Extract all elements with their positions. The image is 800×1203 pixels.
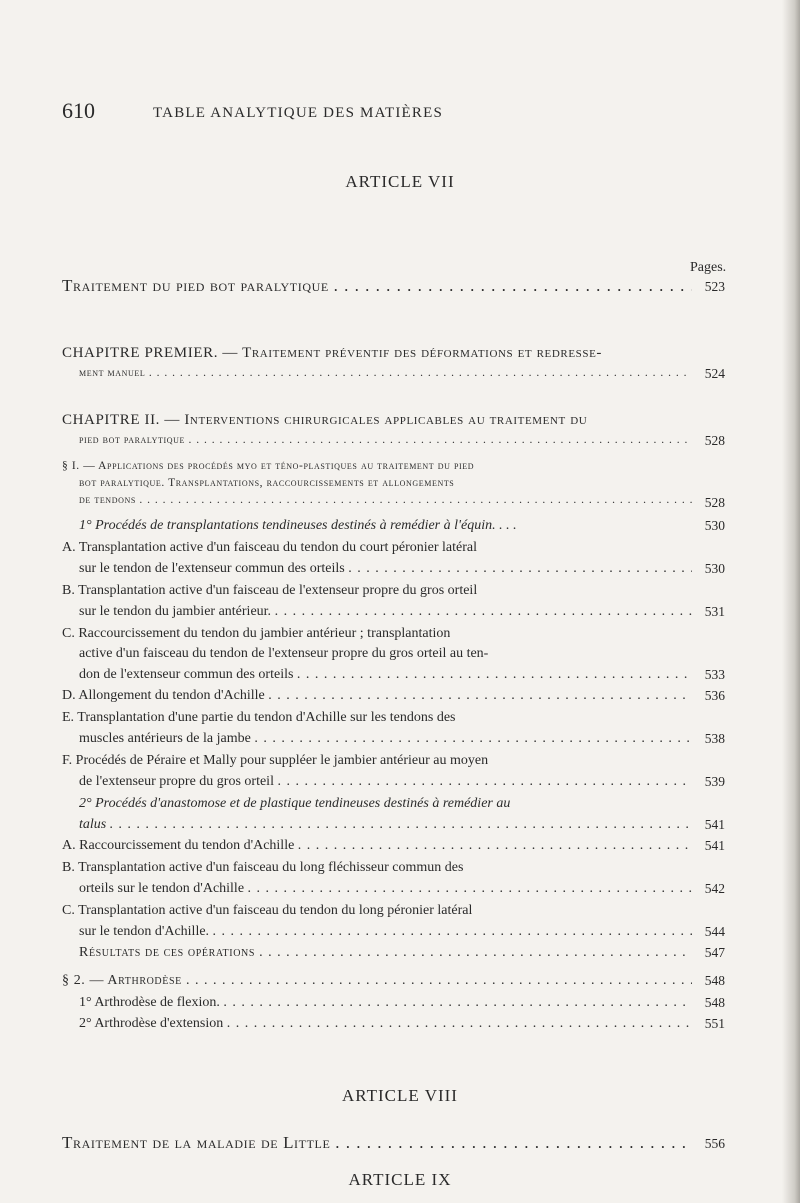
article-8-title: ARTICLE VIII bbox=[342, 1086, 458, 1105]
entry-a-line-1: A. Transplantation active d'un faisceau du tendon du court péronier latéral bbox=[62, 540, 478, 555]
toc-entry-page: 533 bbox=[704, 667, 725, 682]
leader-dots bbox=[297, 667, 692, 682]
leader-dots bbox=[298, 838, 692, 853]
chapter-1-title-line: CHAPITRE PREMIER. — Traitement préventif des déformations et redresse- bbox=[62, 345, 602, 361]
toc-entry-page: 541 bbox=[704, 838, 725, 853]
entry-f-line-1: F. Procédés de Péraire et Mally pour suppléer le jambier antérieur au moyen bbox=[62, 753, 489, 768]
toc-entry-label: sur le tendon du jambier antérieur. bbox=[79, 604, 272, 619]
entry-c-line-3 bbox=[79, 667, 692, 683]
toc-entry-page: 528 bbox=[704, 433, 725, 448]
toc-entry-label: 2° Arthrodèse d'extension bbox=[79, 1016, 224, 1031]
entry-c-line-1: C. Raccourcissement du tendon du jambier antérieur ; transplantation bbox=[62, 626, 451, 641]
toc-entry-page: 544 bbox=[704, 924, 725, 939]
leader-dots bbox=[259, 945, 692, 960]
entry-b-line-1: B. Transplantation active d'un faisceau de l'extenseur propre du gros orteil bbox=[62, 583, 478, 598]
toc-entry-label: talus bbox=[79, 817, 107, 832]
page-number: 610 bbox=[62, 98, 95, 123]
toc-entry-heading bbox=[62, 1133, 692, 1153]
toc-entry-label: don de l'extenseur commun des orteils bbox=[79, 667, 294, 682]
leader-dots bbox=[254, 731, 692, 746]
entry-f-line-2 bbox=[79, 774, 692, 790]
entry-b-line-2 bbox=[79, 604, 692, 620]
leader-dots bbox=[227, 1016, 692, 1031]
article-9-title: ARTICLE IX bbox=[348, 1170, 452, 1189]
toc-entry-label: sur le tendon de l'extenseur commun des orteils bbox=[79, 561, 345, 576]
toc-entry-page: 530 bbox=[704, 518, 725, 533]
toc-entry-label: § 2. — Arthrodèse bbox=[62, 973, 182, 988]
subsection-2-line-1: 2° Procédés d'anastomose et de plastique tendineuses destinés à remédier au bbox=[79, 796, 511, 811]
leader-dots bbox=[186, 973, 692, 988]
toc-entry-page: 548 bbox=[704, 973, 725, 988]
toc-entry-label: orteils sur le tendon d'Achille bbox=[79, 881, 245, 896]
leader-dots bbox=[275, 604, 692, 619]
toc-entry-label: ment manuel bbox=[79, 367, 146, 379]
entry-a2-line-1 bbox=[62, 838, 692, 854]
results-entry bbox=[79, 945, 692, 961]
article-7-title: ARTICLE VII bbox=[345, 172, 455, 191]
leader-dots bbox=[110, 817, 692, 832]
leader-dots bbox=[248, 881, 692, 896]
leader-dots bbox=[277, 774, 692, 789]
entry-c-line-2: active d'un faisceau du tendon de l'extenseur propre du gros orteil au ten- bbox=[79, 646, 489, 661]
leader-dots bbox=[139, 494, 692, 506]
toc-entry-label: Traitement de la maladie de Little bbox=[62, 1133, 331, 1152]
toc-entry-label: 1° Arthrodèse de flexion. bbox=[79, 995, 220, 1010]
entry-a-line-2 bbox=[79, 561, 692, 577]
toc-entry-page: 531 bbox=[704, 604, 725, 619]
section-1-line-3 bbox=[79, 494, 692, 506]
leader-dots bbox=[335, 1133, 692, 1152]
toc-entry-label: D. Allongement du tendon d'Achille bbox=[62, 688, 265, 703]
chapter-1-title-line-2 bbox=[79, 367, 692, 379]
toc-entry-label: de l'extenseur propre du gros orteil bbox=[79, 774, 274, 789]
section-1-line-2: bot paralytique. Transplantations, raccourcissements et allongements bbox=[79, 477, 455, 489]
leader-dots bbox=[213, 924, 692, 939]
toc-entry-page: 541 bbox=[704, 817, 725, 832]
toc-entry-page: 547 bbox=[704, 945, 725, 960]
leader-dots bbox=[334, 276, 692, 295]
leader-dots bbox=[223, 995, 692, 1010]
toc-entry-page: 548 bbox=[704, 995, 725, 1010]
subsection-2-line-2 bbox=[79, 817, 692, 833]
toc-entry-label: Résultats de ces opérations bbox=[79, 945, 255, 960]
leader-dots bbox=[188, 434, 692, 446]
entry-c2-line-1: C. Transplantation active d'un faisceau du tendon du long péronier latéral bbox=[62, 903, 473, 918]
toc-entry-page: 539 bbox=[704, 774, 725, 789]
entry-c2-line-2 bbox=[79, 924, 692, 940]
pages-column-label: Pages. bbox=[690, 260, 727, 275]
entry-e-line-2 bbox=[79, 731, 692, 747]
toc-entry-label: de tendons bbox=[79, 494, 136, 506]
toc-entry-label: A. Raccourcissement du tendon d'Achille bbox=[62, 838, 295, 853]
toc-entry-page: 536 bbox=[704, 688, 725, 703]
entry-b2-line-1: B. Transplantation active d'un faisceau du long fléchisseur commun des bbox=[62, 860, 464, 875]
toc-entry-page: 538 bbox=[704, 731, 725, 746]
entry-e-line-1: E. Transplantation d'une partie du tendon d'Achille sur les tendons des bbox=[62, 710, 456, 725]
toc-entry-page: 524 bbox=[704, 366, 725, 381]
chapter-2-title-line-2 bbox=[79, 434, 692, 446]
section-1-line-1: § I. — Applications des procédés myo et téno-plastiques au traitement du pied bbox=[62, 460, 475, 472]
leader-dots bbox=[268, 688, 692, 703]
leader-dots bbox=[149, 367, 692, 379]
leader-dots bbox=[348, 561, 692, 576]
toc-entry-label: muscles antérieurs de la jambe bbox=[79, 731, 251, 746]
page-edge-shadow bbox=[782, 0, 800, 1203]
toc-entry-page: 556 bbox=[704, 1136, 725, 1151]
toc-entry-page: 523 bbox=[704, 279, 725, 294]
extension-entry bbox=[79, 1016, 692, 1032]
chapter-2-title-line: CHAPITRE II. — Interventions chirurgicales applicables au traitement du bbox=[62, 412, 588, 428]
toc-entry-page: 528 bbox=[704, 495, 725, 510]
toc-entry-label: Traitement du pied bot paralytique bbox=[62, 276, 329, 295]
toc-entry-page: 551 bbox=[704, 1016, 725, 1031]
toc-entry-label: pied bot paralytique bbox=[79, 434, 185, 446]
toc-entry-heading bbox=[62, 276, 692, 296]
entry-d-line-1 bbox=[62, 688, 692, 704]
toc-entry-page: 542 bbox=[704, 881, 725, 896]
toc-entry-page: 530 bbox=[704, 561, 725, 576]
subsection-1-title: 1° Procédés de transplantations tendineuses destinés à remédier à l'équin. . . . bbox=[79, 518, 517, 533]
toc-entry-label: sur le tendon d'Achille. bbox=[79, 924, 210, 939]
section-2-entry bbox=[62, 973, 692, 989]
flexion-entry bbox=[79, 995, 692, 1011]
running-head: TABLE ANALYTIQUE DES MATIÈRES bbox=[153, 105, 443, 121]
entry-b2-line-2 bbox=[79, 881, 692, 897]
